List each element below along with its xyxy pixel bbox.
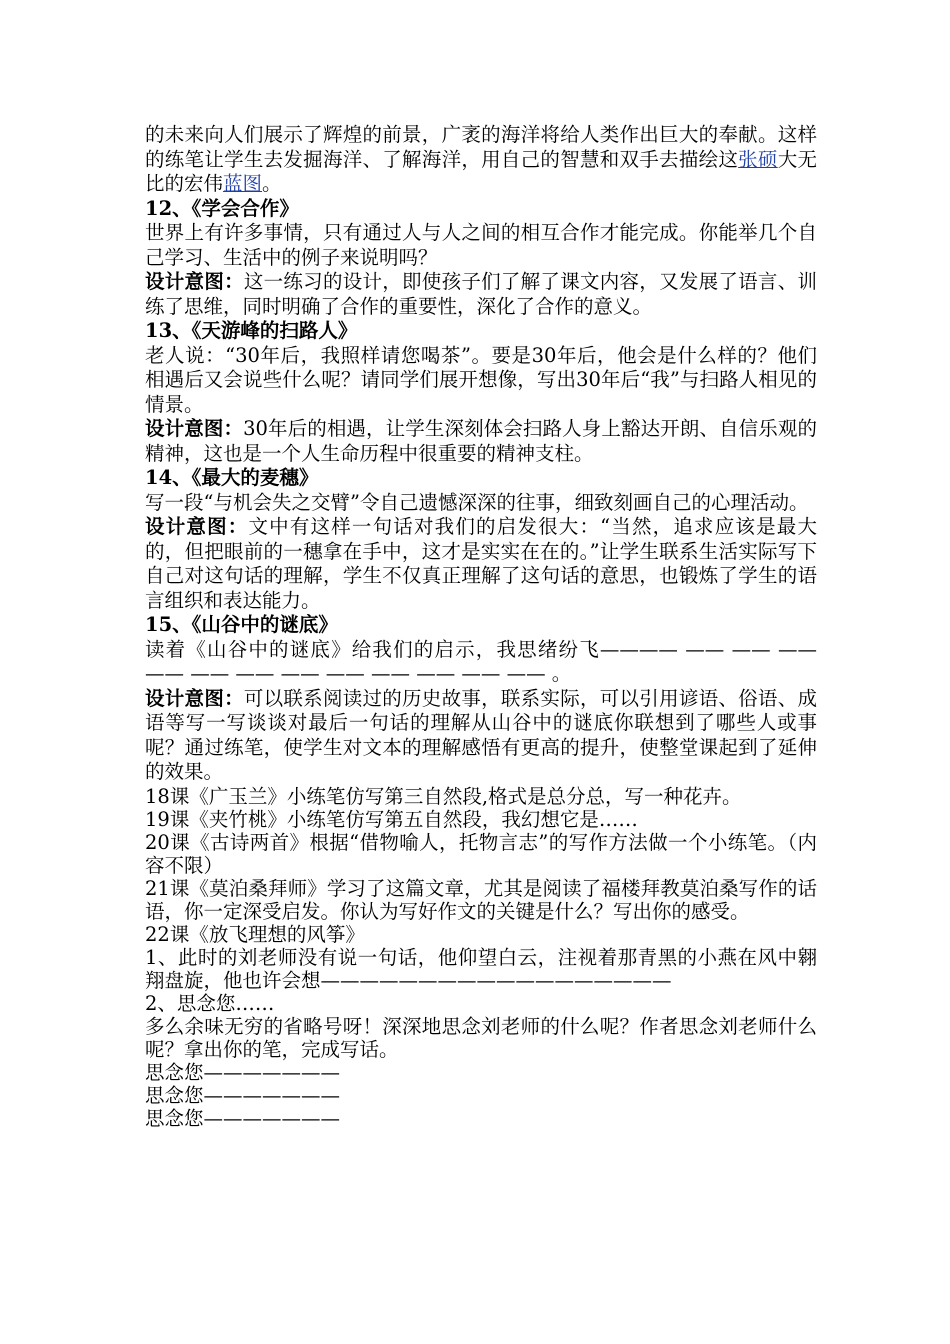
intent-text: 这一练习的设计，即使孩子们了解了课文内容，又发展了语言、训练了思维，同时明确了合作的重要性，深化了合作的意义。 <box>145 270 817 318</box>
paragraph-text: 的未来向人们展示了辉煌的前景，广袤的海洋将给人类作出巨大的奉献。这样的练笔让学生去发掘海洋、了解海洋，用自己的智慧和双手去描绘这 <box>145 123 817 171</box>
lesson-20: 20课《古诗两首》根据“借物喻人，托物言志”的写作方法做一个小练笔。（内容不限） <box>145 830 817 877</box>
paragraph-ocean <box>145 123 817 197</box>
exercise-prompt-12: 世界上有许多事情，只有通过人与人之间的相互合作才能完成。你能举几个自己学习、生活中的例子来说明吗？ <box>145 221 817 269</box>
miss-you-line-2: 思念您——————— <box>145 1083 341 1107</box>
design-intent-12 <box>145 270 817 319</box>
miss-you-line-3: 思念您——————— <box>145 1106 341 1130</box>
lesson-22-prompt: 多么余味无穷的省略号呀！深深地思念刘老师的什么呢？作者思念刘老师什么呢？拿出你的笔，完成写话。 <box>145 1014 817 1061</box>
design-intent-15 <box>145 687 817 785</box>
lesson-18: 18课《广玉兰》小练笔仿写第三自然段,格式是总分总，写一种花卉。 <box>145 784 742 808</box>
link-zhangshuo[interactable]: 张硕 <box>738 147 778 171</box>
exercise-prompt-13: 老人说：“30年后，我照样请您喝茶”。要是30年后，他会是什么样的？他们相遇后又会说些什么呢？请同学们展开想像，写出30年后“我”与扫路人相见的情景。 <box>145 343 817 416</box>
design-intent-14 <box>145 515 817 613</box>
design-intent-13 <box>145 417 817 466</box>
paragraph-text: 。 <box>262 172 282 195</box>
intent-label: 设计意图： <box>145 686 244 710</box>
section-heading-13: 13、《天游峰的扫路人》 <box>145 319 358 342</box>
intent-label: 设计意图： <box>145 270 244 293</box>
exercise-prompt-14: 写一段“与机会失之交臂”令自己遗憾深深的往事，细致刻画自己的心理活动。 <box>145 490 809 514</box>
link-lantu[interactable]: 蓝图 <box>223 172 263 195</box>
document-page <box>145 123 817 1130</box>
intent-text: 可以联系阅读过的历史故事，联系实际，可以引用谚语、俗语、成语等写一写谈谈对最后一句话的理解从山谷中的谜底你联想到了哪些人或事呢？通过练笔，使学生对文本的理解感悟有更高的提升，使整堂课起到了延伸的效果。 <box>145 686 817 783</box>
section-heading-14: 14、《最大的麦穗》 <box>145 466 319 489</box>
intent-label: 设计意图： <box>145 417 244 440</box>
lesson-22-item-2: 2、思念您…… <box>145 991 275 1015</box>
lesson-21: 21课《莫泊桑拜师》学习了这篇文章，尤其是阅读了福楼拜教莫泊桑写作的话语，你一定深受启发。你认为写好作文的关键是什么？写出你的感受。 <box>145 876 817 923</box>
paragraph-text: 大无比的宏伟 <box>145 147 817 195</box>
lesson-22: 22课《放飞理想的风筝》 <box>145 922 365 946</box>
miss-you-line-1: 思念您——————— <box>145 1060 341 1084</box>
lesson-22-item-1: 1、此时的刘老师没有说一句话，他仰望白云，注视着那青黑的小燕在风中翱翔盘旋，他也许会想—————————————————— <box>145 945 817 992</box>
intent-text: 30年后的相遇，让学生深刻体会扫路人身上豁达开朗、自信乐观的精神，这也是一个人生命历程中很重要的精神支柱。 <box>145 417 817 465</box>
section-heading-15: 15、《山谷中的谜底》 <box>145 613 338 636</box>
intent-text: 文中有这样一句话对我们的启发很大：“当然，追求应该是最大的，但把眼前的一穗拿在手中，这才是实实在在的。”让学生联系生活实际写下自己对这句话的理解，学生不仅真正理解了这句话的意思，也锻炼了学生的语言组织和表达能力。 <box>145 515 817 612</box>
exercise-prompt-15: 读着《山谷中的谜底》给我们的启示，我思绪纷飞———— —— —— —— —— —— —— —— —— —— —— —— —— 。 <box>145 637 817 685</box>
section-heading-12: 12、《学会合作》 <box>145 196 299 220</box>
intent-label: 设计意图： <box>145 515 249 538</box>
lesson-19: 19课《夹竹桃》小练笔仿写第五自然段，我幻想它是…… <box>145 807 638 831</box>
